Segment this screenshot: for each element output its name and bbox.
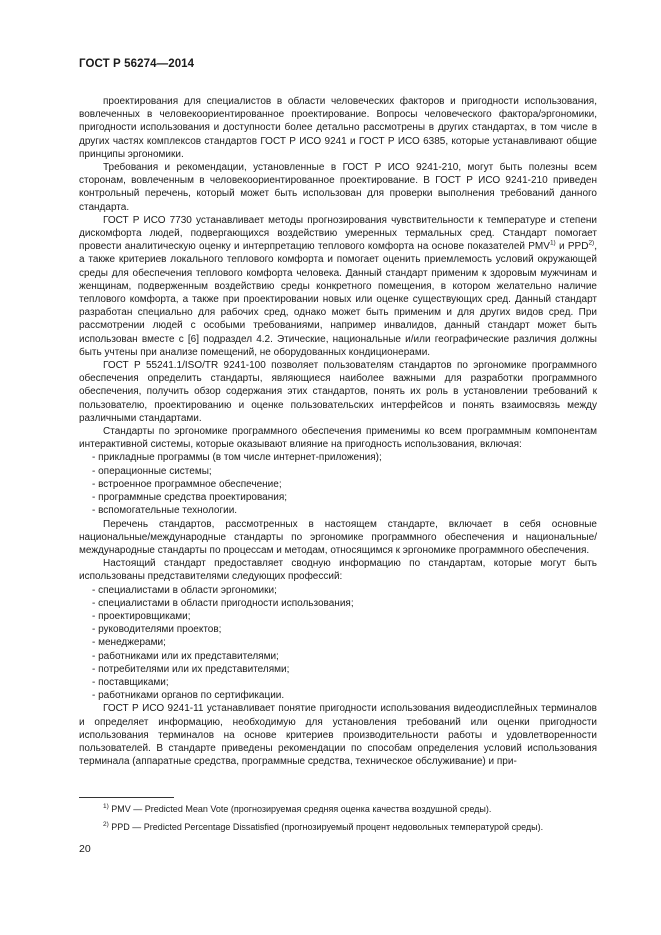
footnote-mark: 1) [103, 803, 109, 810]
list-item: - поставщиками; [79, 676, 597, 689]
list-item: - работниками органов по сертификации. [79, 689, 597, 702]
footnote-text: PMV — Predicted Mean Vote (прогнозируемая средняя оценка качества воздушной среды). [111, 804, 492, 814]
footnote-ref: 1) [549, 239, 556, 247]
paragraph: ГОСТ Р ИСО 9241-11 устанавливает понятие пригодности использования видеодисплейных терминалов и определяет информацию, необходимую для установления требований или оценки пригодности использования терминалов на основе критериев производительности работы и удовлетворенности пользователей. В стандарте приведены рекомендации по способам определения условий использования терминала (аппаратные средства, программные средства, техническое обслуживание) и при- [79, 703, 597, 768]
list-item: - руководителями проектов; [79, 623, 597, 636]
paragraph: Стандарты по эргономике программного обеспечения применимы ко всем программным компонентам интерактивной системы, которые оказывают влияние на пригодность использования, включая: [79, 426, 597, 451]
paragraph-text: и PPD [555, 241, 589, 253]
list-item: - потребителями или их представителями; [79, 663, 597, 676]
list-item: - специалистами в области пригодности использования; [79, 597, 597, 610]
footnote-ref: 2) [588, 239, 595, 247]
paragraph: Настоящий стандарт предоставляет сводную информацию по стандартам, которые могут быть использованы представителями следующих профессий: [79, 558, 597, 583]
footnotes [103, 803, 597, 839]
paragraph [79, 214, 597, 359]
page-number: 20 [79, 843, 91, 855]
list-item: - менеджерами; [79, 636, 597, 649]
paragraph: ГОСТ Р 55241.1/ISO/TR 9241-100 позволяет пользователям стандартов по эргономике программного обеспечения определить стандарты, являющиеся наиболее важными для разработки программного обеспечения, получить обзор содержания этих стандартов, понять их роль в установлении требований к пользователю, проектированию и оценке пользовательских интерфейсов и понять взаимосвязь между различными стандартами. [79, 360, 597, 424]
footnote-divider [79, 797, 174, 798]
footnote-mark: 2) [103, 821, 109, 828]
list-item: - работниками или их представителями; [79, 650, 597, 663]
list-item: - операционные системы; [79, 465, 597, 478]
paragraph: проектирования для специалистов в области человеческих факторов и пригодности использования, вовлеченных в человекоориентированное проектирование. Вопросы человеческого фактора/эргономики, пригодности использования и доступности более детально рассмотрены в других стандартах, в том числе в других частях комплексов стандартов ГОСТ Р ИСО 9241 и ГОСТ Р ИСО 6385, которые устанавливают общие принципы эргономики. [79, 96, 597, 160]
list-item: - проектировщиками; [79, 610, 597, 623]
footnote-text: PPD — Predicted Percentage Dissatisfied (прогнозируемый процент недовольных температурой среды). [111, 822, 544, 832]
list-item: - вспомогательные технологии. [79, 504, 597, 517]
paragraph: Перечень стандартов, рассмотренных в настоящем стандарте, включает в себя основные национальные/международные стандарты по эргономике программного обеспечения и национальные/международные стандарты по процессам и методам, относящимся к эргономике программного обеспечения. [79, 518, 597, 556]
paragraph: Требования и рекомендации, установленные в ГОСТ Р ИСО 9241-210, могут быть полезны всем сторонам, вовлеченным в человекоориентированное проектирование. В ГОСТ Р ИСО 9241-210 приведен контрольный перечень, который может быть использован для проверки выполнения требований данного стандарта. [79, 162, 597, 213]
professions-list [79, 584, 597, 703]
list-item: - прикладные программы (в том числе интернет-приложения); [79, 451, 597, 464]
document-header: ГОСТ Р 56274—2014 [79, 58, 195, 70]
body-text [79, 95, 597, 768]
footnote [103, 821, 597, 833]
paragraph-text: , а также критериев локального теплового комфорта и помогает оценить приемлемость условий окружающей среды для обеспечения теплового комфорта человека. Данный стандарт применим к здоровым мужчинам и женщинам, подверженным воздействию среды конкретного помещения, в котором желательно наличие теплового комфорта, а также при проектировании новых или оценке существующих сред. Данный стандарт разработан специально для рабочих сред, однако может быть применим и для других видов сред. При рассмотрении людей с особыми требованиями, например инвалидов, данный стандарт может быть использован вместе с [6] подраздел 4.2. Этические, национальные и/или географические различия должны быть учтены при анализе помещений, не оборудованных кондиционерами. [79, 241, 597, 358]
footnote [103, 803, 597, 815]
list-item: - встроенное программное обеспечение; [79, 478, 597, 491]
list-item: - специалистами в области эргономики; [79, 584, 597, 597]
list-item: - программные средства проектирования; [79, 491, 597, 504]
paragraph-text: ГОСТ Р ИСО 7730 устанавливает методы прогнозирования чувствительности к температуре и степени дискомфорта людей, подвергающихся воздействию умеренных термальных сред. Стандарт помогает провести аналитическую оценку и интерпретацию теплового комфорта на основе показателей PMV [79, 214, 597, 253]
software-list [79, 451, 597, 517]
